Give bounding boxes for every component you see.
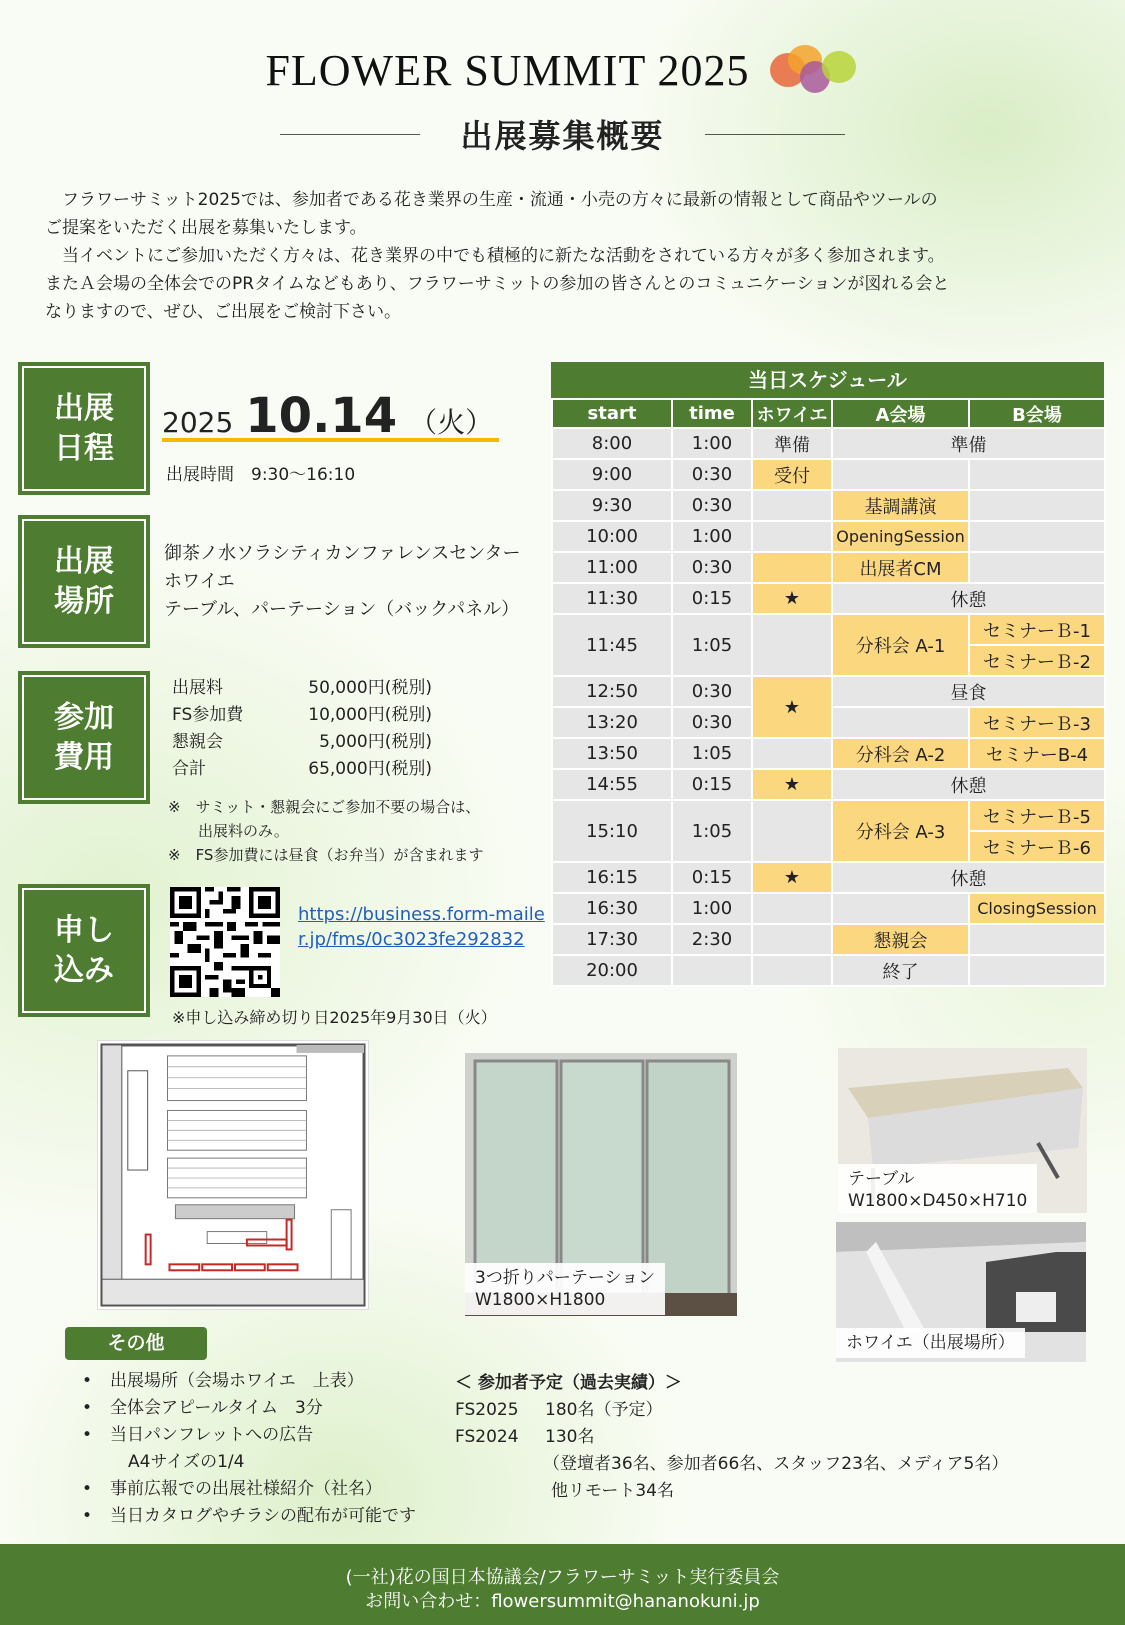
cell-a: 終了 (832, 955, 969, 986)
flower-logo-icon (770, 45, 860, 95)
date-weekday: （火） (409, 406, 494, 439)
cell-start: 16:30 (552, 893, 672, 924)
page-subtitle: 出展募集概要 (460, 117, 665, 155)
cell-b (969, 955, 1105, 986)
subtitle-row (0, 110, 1125, 158)
cell-b (969, 521, 1105, 552)
partition-caption: 3つ折りパーテーション W1800×H1800 (465, 1263, 665, 1315)
intro-line: なりますので、ぜひ、ご出展をご検討下さい。 (45, 302, 401, 322)
plan-label: FS2025 (455, 1400, 519, 1420)
plan-heading: ＜ 参加者予定（過去実績）＞ (455, 1373, 682, 1393)
exhibit-hours: 出展時間 9:30～16:10 (166, 465, 356, 485)
list-item: • 事前広報での出展社様紹介（社名） (82, 1476, 416, 1503)
participants-plan (455, 1370, 1008, 1505)
table-row (552, 428, 1105, 459)
footer (0, 1544, 1125, 1625)
cell-time: 2:30 (672, 924, 752, 955)
label-fee (18, 671, 150, 804)
fee-name: 懇親会 (172, 732, 223, 752)
table-row (552, 552, 1105, 583)
cell-b: セミナーＢ-3 (969, 707, 1105, 738)
cell-time: 1:05 (672, 614, 752, 676)
event-title: FLOWER SUMMIT 2025 (265, 45, 750, 95)
cell-start: 11:30 (552, 583, 672, 614)
intro-line: フラワーサミット2025では、参加者である花き業界の生産・流通・小売の方々に最新の情報として商品やツールの (45, 190, 938, 210)
cell-b: セミナーＢ-6 (969, 831, 1105, 862)
fee-value: 50,000円(税別) (308, 678, 432, 698)
cell-a: 分科会 A-2 (832, 738, 969, 769)
cell-foyer: ★ (752, 676, 832, 738)
label-venue-text: 出展 場所 (22, 519, 146, 644)
cell-start: 16:15 (552, 862, 672, 893)
intro-text (45, 186, 1085, 326)
cell-foyer: ★ (752, 583, 832, 614)
cell-foyer (752, 955, 832, 986)
table-row (552, 769, 1105, 800)
cell-b: ClosingSession (969, 893, 1105, 924)
cell-start: 9:30 (552, 490, 672, 521)
cell-ab: 休憩 (832, 769, 1105, 800)
fee-row (172, 756, 432, 783)
cell-foyer (752, 521, 832, 552)
cell-foyer (752, 490, 832, 521)
cell-start: 13:50 (552, 738, 672, 769)
partition-photo (465, 1053, 737, 1316)
col-header: B会場 (969, 399, 1105, 428)
cell-a: OpeningSession (832, 521, 969, 552)
table-row (552, 490, 1105, 521)
plan-value: 180名（予定） (545, 1400, 663, 1420)
cell-start: 8:00 (552, 428, 672, 459)
cell-a (832, 459, 969, 490)
cell-b: セミナーＢ-1 (969, 614, 1105, 645)
intro-line: ご提案をいただく出展を募集いたします。 (45, 218, 367, 238)
cell-time: 1:00 (672, 893, 752, 924)
table-row (552, 521, 1105, 552)
cell-time (672, 955, 752, 986)
fee-row (172, 675, 432, 702)
col-header: time (672, 399, 752, 428)
table-row (552, 459, 1105, 490)
cell-a (832, 893, 969, 924)
cell-start: 15:10 (552, 800, 672, 862)
foyer-photo (836, 1222, 1086, 1362)
schedule-table (551, 362, 1104, 987)
cell-time: 1:00 (672, 428, 752, 459)
cell-b: セミナーＢ-5 (969, 800, 1105, 831)
cell-time: 1:00 (672, 521, 752, 552)
cell-foyer (752, 614, 832, 676)
cell-foyer: 準備 (752, 428, 832, 459)
qr-code-icon[interactable] (170, 887, 280, 997)
event-date (162, 388, 499, 442)
title-row (0, 40, 1125, 100)
label-schedule-text: 出展 日程 (22, 366, 146, 491)
list-item: • 出展場所（会場ホワイエ 上表） (82, 1368, 416, 1395)
plan-remote: 他リモート34名 (551, 1481, 674, 1501)
application-deadline: ※申し込み締め切り日2025年9月30日（火） (172, 1008, 497, 1027)
cell-time: 0:15 (672, 862, 752, 893)
col-header: A会場 (832, 399, 969, 428)
table-row (552, 614, 1105, 645)
cell-foyer: ★ (752, 862, 832, 893)
intro-line: 当イベントにご参加いただく方々は、花き業界の中でも積極的に新たな活動をされている方々が多く参加されます。 (45, 246, 945, 266)
plan-row (455, 1397, 1008, 1424)
fee-name: 出展料 (172, 678, 223, 698)
table-row (552, 924, 1105, 955)
fee-note: 出展料のみ。 (168, 822, 289, 840)
plan-label: FS2024 (455, 1427, 519, 1447)
label-venue (18, 515, 150, 648)
date-year: 2025 (162, 406, 234, 439)
cell-a: 分科会 A-1 (832, 614, 969, 676)
foyer-caption: ホワイエ（出展場所） (836, 1328, 1025, 1358)
cell-start: 20:00 (552, 955, 672, 986)
cell-time: 0:30 (672, 552, 752, 583)
intro-line: またＡ会場の全体会でのPRタイムなどもあり、フラワーサミットの参加の皆さんとのコミュニケーションが図れる会と (45, 274, 950, 294)
plan-detail: （登壇者36名、参加者66名、スタッフ23名、メディア5名） (543, 1454, 1009, 1474)
label-apply-text: 申し 込み (22, 888, 146, 1013)
table-row (552, 862, 1105, 893)
table-caption: テーブル W1800×D450×H710 (838, 1164, 1037, 1213)
cell-b (969, 552, 1105, 583)
cell-b: セミナーB-4 (969, 738, 1105, 769)
footer-org: (一社)花の国日本協議会/フラワーサミット実行委員会 (345, 1567, 780, 1588)
fee-row (172, 702, 432, 729)
cell-foyer: 受付 (752, 459, 832, 490)
cell-a (832, 707, 969, 738)
fee-list (172, 675, 432, 783)
cell-foyer (752, 552, 832, 583)
fee-value: 65,000円(税別) (308, 759, 432, 779)
table-row (552, 738, 1105, 769)
cell-start: 17:30 (552, 924, 672, 955)
col-header: start (552, 399, 672, 428)
plan-value: 130名 (545, 1427, 595, 1447)
venue-text: 御茶ノ水ソラシティカンファレンスセンター ホワイエ テーブル、パーテーション（バックパネル） (164, 543, 521, 620)
cell-foyer (752, 893, 832, 924)
fee-notes (168, 795, 483, 867)
cell-start: 13:20 (552, 707, 672, 738)
cell-foyer (752, 738, 832, 769)
cell-foyer: ★ (752, 769, 832, 800)
cell-start: 12:50 (552, 676, 672, 707)
divider (705, 134, 845, 135)
date-main: 10.14 (245, 388, 398, 444)
table-row (552, 955, 1105, 986)
footer-contact: お問い合わせ：flowersummit@hananokuni.jp (365, 1591, 760, 1612)
table-photo (838, 1048, 1087, 1213)
cell-time: 0:30 (672, 459, 752, 490)
list-item: • 全体会アピールタイム 3分 (82, 1395, 416, 1422)
cell-start: 11:00 (552, 552, 672, 583)
cell-time: 0:15 (672, 583, 752, 614)
fee-value: 10,000円(税別) (308, 705, 432, 725)
cell-b: セミナーＢ-2 (969, 645, 1105, 676)
cell-a: 懇親会 (832, 924, 969, 955)
cell-a: 基調講演 (832, 490, 969, 521)
cell-ab: 休憩 (832, 862, 1105, 893)
cell-foyer (752, 924, 832, 955)
table-row (552, 800, 1105, 831)
cell-ab: 準備 (832, 428, 1105, 459)
cell-time: 1:05 (672, 800, 752, 862)
cell-b (969, 924, 1105, 955)
fee-name: FS参加費 (172, 705, 244, 725)
other-tag: その他 (65, 1327, 207, 1360)
cell-time: 0:30 (672, 490, 752, 521)
cell-b (969, 490, 1105, 521)
label-apply (18, 884, 150, 1017)
cell-time: 0:15 (672, 769, 752, 800)
cell-time: 0:30 (672, 707, 752, 738)
cell-time: 0:30 (672, 676, 752, 707)
fee-row (172, 729, 432, 756)
schedule-header-row (552, 399, 1105, 428)
table-row (552, 583, 1105, 614)
cell-start: 9:00 (552, 459, 672, 490)
cell-a: 分科会 A-3 (832, 800, 969, 862)
fee-note: ※ FS参加費には昼食（お弁当）が含まれます (168, 846, 484, 864)
cell-ab: 昼食 (832, 676, 1105, 707)
schedule-title: 当日スケジュール (551, 362, 1104, 398)
list-item: • 当日パンフレットへの広告 (82, 1422, 416, 1449)
floor-plan-image (97, 1040, 369, 1310)
table-row (552, 893, 1105, 924)
schedule-grid (551, 398, 1106, 987)
table-row (552, 676, 1105, 707)
divider (280, 134, 420, 135)
cell-start: 10:00 (552, 521, 672, 552)
application-link[interactable]: https://business.form-mailer.jp/fms/0c3023fe292832 (298, 904, 545, 950)
cell-b (969, 459, 1105, 490)
label-fee-text: 参加 費用 (22, 675, 146, 800)
fee-name: 合計 (172, 759, 206, 779)
col-header: ホワイエ (752, 399, 832, 428)
cell-ab: 休憩 (832, 583, 1105, 614)
label-schedule (18, 362, 150, 495)
plan-row (455, 1424, 1008, 1451)
cell-start: 11:45 (552, 614, 672, 676)
cell-start: 14:55 (552, 769, 672, 800)
fee-value: 5,000円(税別) (319, 732, 432, 752)
list-item: A4サイズの1/4 (128, 1452, 245, 1472)
other-list (82, 1368, 416, 1530)
cell-a: 出展者CM (832, 552, 969, 583)
cell-time: 1:05 (672, 738, 752, 769)
cell-foyer (752, 800, 832, 862)
list-item: • 当日カタログやチラシの配布が可能です (82, 1503, 416, 1530)
fee-note: ※ サミット・懇親会にご参加不要の場合は、 (168, 798, 481, 816)
